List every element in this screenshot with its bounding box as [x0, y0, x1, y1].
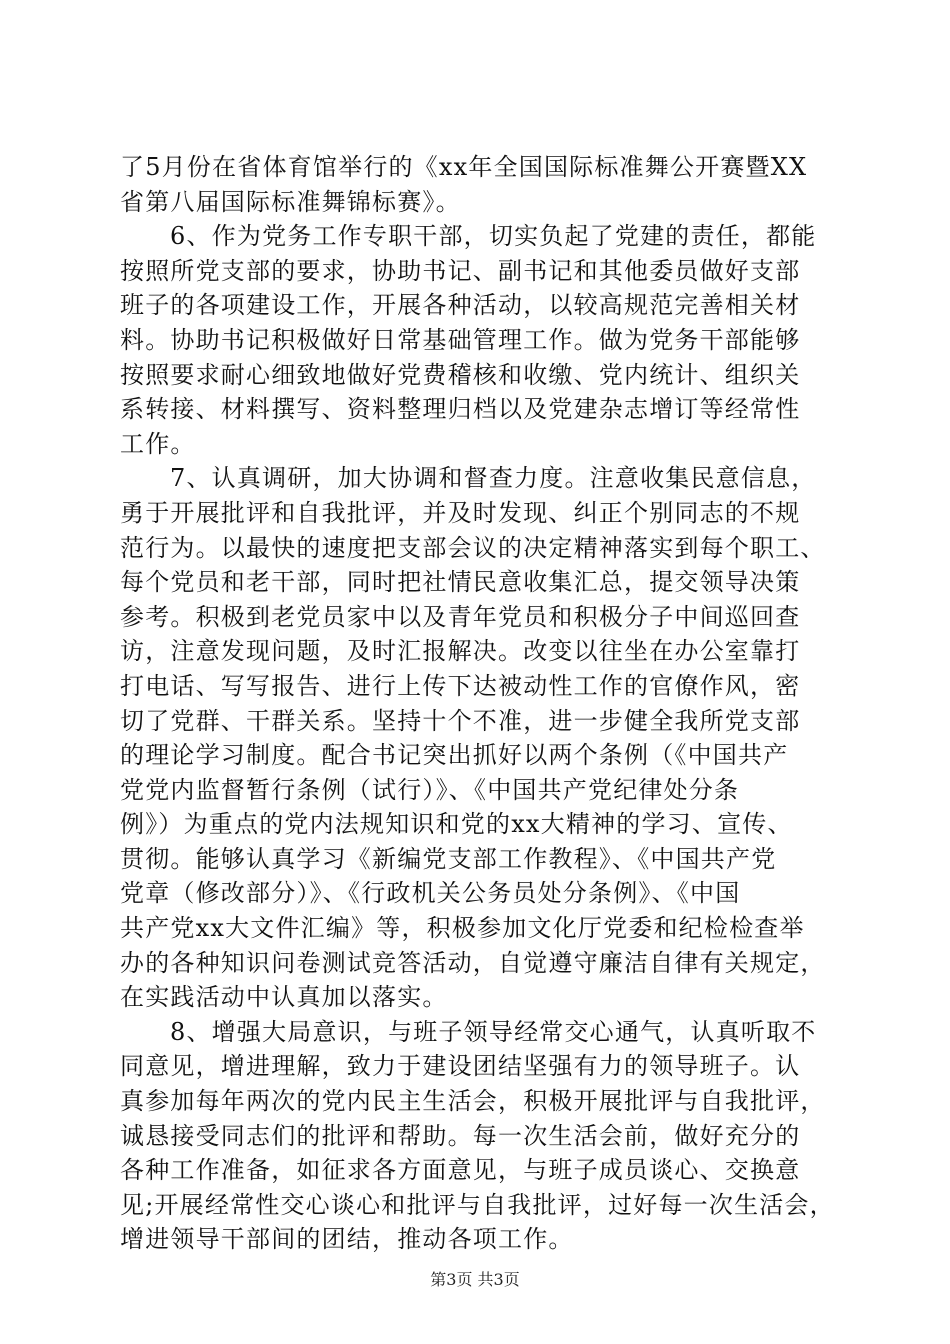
text-line: 真参加每年两次的党内民主生活会，积极开展批评与自我批评， [120, 1087, 826, 1116]
paragraph-start: 6、作为党务工作专职干部，切实负起了党建的责任，都能 [170, 222, 817, 251]
text-line: 的理论学习制度。配合书记突出抓好以两个条例（《中国共产 [120, 741, 789, 770]
text-line: 按照所党支部的要求，协助书记、副书记和其他委员做好支部 [120, 256, 801, 285]
text-line: 各种工作准备，如征求各方面意见，与班子成员谈心、交换意 [120, 1156, 801, 1185]
text-line: 例》）为重点的党内法规知识和党的xx大精神的学习、宣传、 [120, 810, 793, 839]
text-line: 工作。 [120, 429, 196, 458]
text-line: 了5月份在省体育馆举行的《xx年全国国际标准舞公开赛暨XX [120, 153, 808, 181]
text-line: 每个党员和老干部，同时把社情民意收集汇总，提交领导决策 [120, 568, 801, 597]
paragraph-start: 7、认真调研，加大协调和督查力度。注意收集民意信息， [170, 464, 817, 493]
page-number: 第3页 共3页 [430, 1270, 520, 1289]
page-footer [0, 1267, 950, 1290]
text-line: 打电话、写写报告、进行上传下达被动性工作的官僚作风，密 [120, 671, 801, 700]
text-line: 见;开展经常性交心谈心和批评与自我批评，过好每一次生活会， [120, 1190, 835, 1219]
text-line: 班子的各项建设工作，开展各种活动，以较高规范完善相关材 [120, 291, 801, 320]
text-line: 访，注意发现问题，及时汇报解决。改变以往坐在办公室靠打 [120, 637, 801, 666]
text-line: 切了党群、干群关系。坚持十个不准，进一步健全我所党支部 [120, 706, 801, 735]
text-line: 党章（修改部分）》、《行政机关公务员处分条例》、《中国 [120, 879, 741, 908]
document-body [120, 150, 840, 1257]
text-line: 贯彻。能够认真学习《新编党支部工作教程》、《中国共产党 [120, 844, 777, 873]
text-line: 参考。积极到老党员家中以及青年党员和积极分子中间巡回查 [120, 602, 801, 631]
text-line: 党党内监督暂行条例（试行）》、《中国共产党纪律处分条 [120, 775, 740, 804]
text-line: 范行为。以最快的速度把支部会议的决定精神落实到每个职工、 [120, 533, 826, 562]
text-line: 省第八届国际标准舞锦标赛》。 [120, 187, 461, 216]
text-line: 系转接、材料撰写、资料整理归档以及党建杂志增订等经常性 [120, 395, 801, 424]
text-line: 在实践活动中认真加以落实。 [120, 983, 448, 1012]
paragraph-start: 8、增强大局意识，与班子领导经常交心通气，认真听取不 [170, 1017, 817, 1046]
text-line: 办的各种知识问卷测试竞答活动，自觉遵守廉洁自律有关规定， [120, 948, 826, 977]
text-line: 诚恳接受同志们的批评和帮助。每一次生活会前，做好充分的 [120, 1121, 801, 1150]
text-line: 勇于开展批评和自我批评，并及时发现、纠正个别同志的不规 [120, 498, 801, 527]
text-line: 按照要求耐心细致地做好党费稽核和收缴、党内统计、组织关 [120, 360, 801, 389]
text-line: 料。协助书记积极做好日常基础管理工作。做为党务干部能够 [120, 325, 801, 354]
text-line: 增进领导干部间的团结，推动各项工作。 [120, 1225, 574, 1254]
text-line: 同意见，增进理解，致力于建设团结坚强有力的领导班子。认 [120, 1052, 801, 1081]
text-line: 共产党xx大文件汇编》等，积极参加文化厅党委和纪检检查举 [120, 914, 805, 943]
